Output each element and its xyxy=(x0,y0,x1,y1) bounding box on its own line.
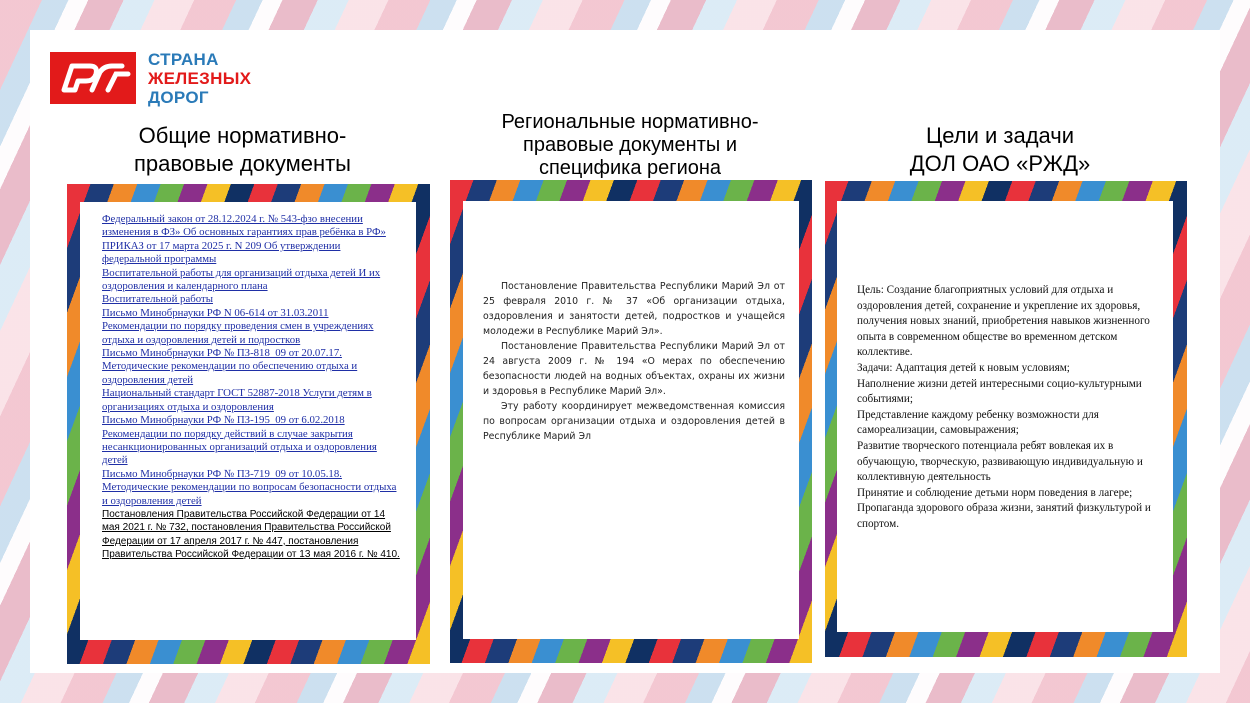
doc-link[interactable]: Воспитательной работы xyxy=(102,293,213,306)
goals-text xyxy=(857,283,1159,533)
general-title-line-2: правовые документы xyxy=(133,151,351,176)
doc-link[interactable]: Федеральный закон от 28.12.2024 г. № 543-фзо внесении изменения в ФЗ» Об основных гарантиях прав ребёнка в РФ» xyxy=(102,213,386,239)
general-docs-list xyxy=(102,213,402,562)
general-docs-frame xyxy=(67,184,430,664)
regional-paragraph: Постановление Правительства Республики Марий Эл от 24 августа 2009 г. № 194 «О мерах по обеспечению безопасности людей на водных объектах, охраны их жизни и здоровья в Республике Марий Эл». xyxy=(483,341,785,397)
regional-docs-text xyxy=(483,279,785,444)
goal-line: Представление каждому ребенку возможности для самореализации, самовыражения; xyxy=(857,408,1099,437)
goals-title-line-1: Цели и задачи xyxy=(925,123,1075,148)
goal-line: Принятие и соблюдение детьми норм поведения в лагере; xyxy=(857,486,1133,499)
goal-line: Развитие творческого потенциала ребят вовлекая их в обучающую, творческую, развивающую индивидуальную и коллективную деятельность xyxy=(857,439,1143,484)
doc-link[interactable]: Письмо Минобрнауки РФ N 06-614 от 31.03.2011 xyxy=(102,306,329,319)
logo-line-3: ДОРОГ xyxy=(148,88,209,107)
rzd-logo-icon xyxy=(50,52,136,104)
doc-link[interactable]: Рекомендации по порядку действий в случае закрытия несанкционированных организаций отдыха и оздоровления детей xyxy=(102,427,377,467)
regional-docs-frame xyxy=(450,180,812,663)
goal-line: Пропаганда здорового образа жизни, занятий физкультурой и спортом. xyxy=(857,502,1151,530)
doc-link[interactable]: Письмо Минобрнауки РФ № ПЗ-719_09 от 10.05.18. xyxy=(102,467,342,480)
doc-link[interactable]: Методические рекомендации по обеспечению отдыха и оздоровления детей xyxy=(102,360,358,386)
goals-card xyxy=(837,201,1173,632)
doc-link[interactable]: Письмо Минобрнауки РФ № ПЗ-818_09 от 20.07.17. xyxy=(102,347,342,360)
regional-title-line-3: специфика региона xyxy=(538,157,722,179)
rzd-logo-mark xyxy=(50,52,136,104)
goals-frame xyxy=(825,181,1187,657)
rzd-logo xyxy=(50,52,280,132)
regional-title-line-2: правовые документы и xyxy=(522,134,737,156)
goal-line: Наполнение жизни детей интересными социо-культурными событиями; xyxy=(857,377,1142,406)
logo-line-2: ЖЕЛЕЗНЫХ xyxy=(148,69,252,88)
logo-wordmark xyxy=(148,50,251,107)
goal-line: Задачи: Адаптация детей к новым условиям; xyxy=(857,361,1070,374)
regional-docs-card xyxy=(463,201,799,639)
goal-line: Цель: Создание благоприятных условий для отдыха и оздоровления детей, сохранение и укрепление их здоровья, получения новых знаний, приобретения навыков жизненного опыта в современном обществе во временном детском коллективе. xyxy=(857,284,1150,359)
goals-title xyxy=(850,122,1150,178)
regional-paragraph: Эту работу координирует межведомственная комиссия по вопросам организации отдыха и оздоровления детей в Республике Марий Эл xyxy=(483,401,785,442)
goals-title-line-2: ДОЛ ОАО «РЖД» xyxy=(909,151,1091,176)
doc-link[interactable]: Воспитательной работы для организаций отдыха детей И их оздоровления и календарного плана xyxy=(102,266,381,293)
general-title-line-1: Общие нормативно- xyxy=(138,123,347,148)
government-decrees-text: Постановления Правительства Российской Федерации от 14 мая 2021 г. № 732, постановления Правительства Российской Федерации от 17 апреля 2017 г. № 447, постановления Правительства Российской Федерации от 13 мая 2016 г. № 410. xyxy=(102,508,400,561)
regional-paragraph: Постановление Правительства Республики Марий Эл от 25 февраля 2010 г. № 37 «Об организации отдыха, оздоровления и занятости детей, подростков и учащейся молодежи в Республике Марий Эл». xyxy=(483,281,785,337)
doc-link[interactable]: Письмо Минобрнауки РФ № ПЗ-195_09 от 6.02.2018 xyxy=(102,414,345,427)
logo-line-1: СТРАНА xyxy=(148,50,219,69)
general-docs-card xyxy=(80,202,416,640)
slide xyxy=(30,30,1220,673)
doc-link[interactable]: Национальный стандарт ГОСТ 52887-2018 Услуги детям в организациях отдыха и оздоровления xyxy=(102,387,372,413)
doc-link[interactable]: Рекомендации по порядку проведения смен в учреждениях отдыха и оздоровления детей и подростков xyxy=(102,320,374,346)
doc-link[interactable]: ПРИКАЗ от 17 марта 2025 г. N 209 Об утверждении федеральной программы xyxy=(102,239,341,266)
regional-title-line-1: Региональные нормативно- xyxy=(501,111,759,133)
doc-link[interactable]: Методические рекомендации по вопросам безопасности отдыха и оздоровления детей xyxy=(102,481,397,507)
regional-docs-title xyxy=(460,111,800,180)
general-docs-title xyxy=(90,122,395,178)
